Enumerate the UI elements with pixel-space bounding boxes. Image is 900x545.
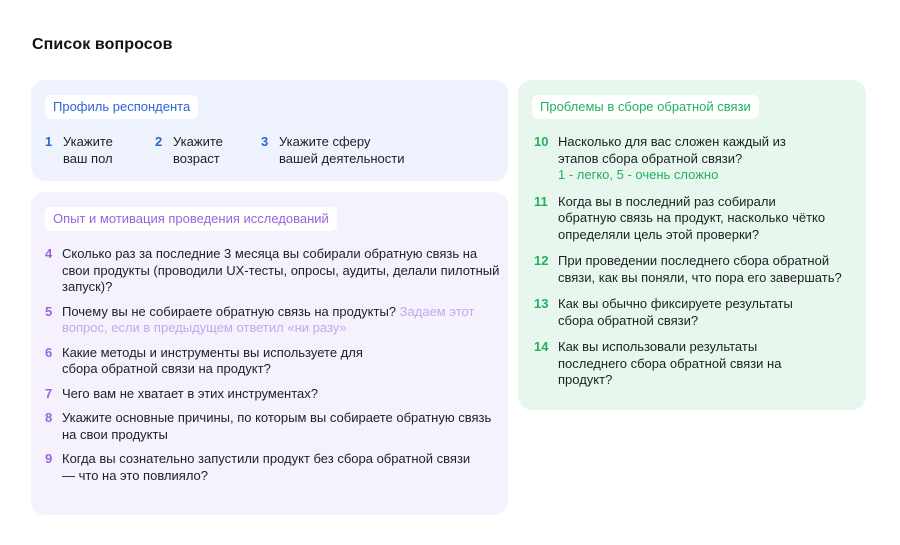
question-item <box>45 134 155 167</box>
question-item <box>534 296 854 329</box>
question-number: 11 <box>534 193 548 209</box>
question-item <box>534 253 854 286</box>
question-text: Как вы использовали результаты последнего сбора обратной связи на продукт? <box>558 339 782 387</box>
problems-heading: Проблемы в сборе обратной связи <box>532 95 759 119</box>
profile-heading: Профиль респондента <box>45 95 198 119</box>
question-item <box>534 194 854 244</box>
question-text: Укажите ваш пол <box>63 134 113 166</box>
question-item <box>45 246 500 296</box>
question-number: 10 <box>534 134 549 149</box>
question-number: 2 <box>155 134 163 149</box>
question-text: Как вы обычно фиксируете результаты сбора обратной связи? <box>558 296 793 328</box>
question-item <box>45 451 500 484</box>
question-number: 1 <box>45 134 53 149</box>
question-text: При проведении последнего сбора обратной связи, как вы поняли, что пора его завершать? <box>558 253 842 285</box>
experience-card <box>31 192 508 515</box>
question-item <box>155 134 261 167</box>
question-text: Чего вам не хватает в этих инструментах? <box>62 385 319 401</box>
question-text-wrap <box>558 134 818 184</box>
question-text: Насколько для вас сложен каждый из этапов сбора обратной связи? <box>558 134 786 166</box>
question-item <box>261 134 441 167</box>
question-text-wrap <box>62 304 500 337</box>
page-title: Список вопросов <box>32 36 173 53</box>
question-number: 6 <box>45 344 53 360</box>
question-text: Когда вы в последний раз собирали обратную связь на продукт, насколько чётко определяли цель этой проверки? <box>558 193 826 242</box>
question-item <box>45 345 500 378</box>
question-number: 4 <box>45 246 53 261</box>
question-item <box>45 386 500 403</box>
experience-heading: Опыт и мотивация проведения исследований <box>45 207 337 231</box>
question-item <box>45 410 500 443</box>
problems-card <box>518 80 866 410</box>
question-number: 12 <box>534 253 549 268</box>
question-text: Какие методы и инструменты вы используете для сбора обратной связи на продукт? <box>62 344 363 376</box>
question-number: 14 <box>534 339 549 354</box>
profile-card <box>31 80 508 181</box>
question-item <box>45 304 500 337</box>
question-item <box>534 134 854 184</box>
question-text: Укажите возраст <box>173 134 223 166</box>
question-text: Укажите основные причины, по которым вы собираете обратную связь на свои продукты <box>62 410 492 442</box>
question-hint: 1 - легко, 5 - очень сложно <box>558 167 719 182</box>
question-text: Сколько раз за последние 3 месяца вы собирали обратную связь на свои продукты (проводили UX-тесты, опросы, аудиты, делали пилотный запуск)? <box>62 246 500 294</box>
question-text: Укажите сферу вашей деятельности <box>279 134 405 166</box>
experience-questions <box>45 246 500 484</box>
question-number: 13 <box>534 296 549 311</box>
question-number: 8 <box>45 410 53 425</box>
question-text: Когда вы сознательно запустили продукт без сбора обратной связи — что на это повлияло? <box>62 451 471 483</box>
problems-questions <box>534 134 854 389</box>
question-number: 9 <box>45 451 53 466</box>
question-number: 5 <box>45 303 53 319</box>
question-hint: Задаем этот вопрос, если в предыдущем ответил «ни разу» <box>62 303 475 335</box>
question-number: 3 <box>261 134 269 149</box>
question-number: 7 <box>45 385 53 401</box>
profile-questions <box>45 134 441 167</box>
question-item <box>534 339 854 389</box>
question-text: Почему вы не собираете обратную связь на продукты? <box>62 303 397 319</box>
